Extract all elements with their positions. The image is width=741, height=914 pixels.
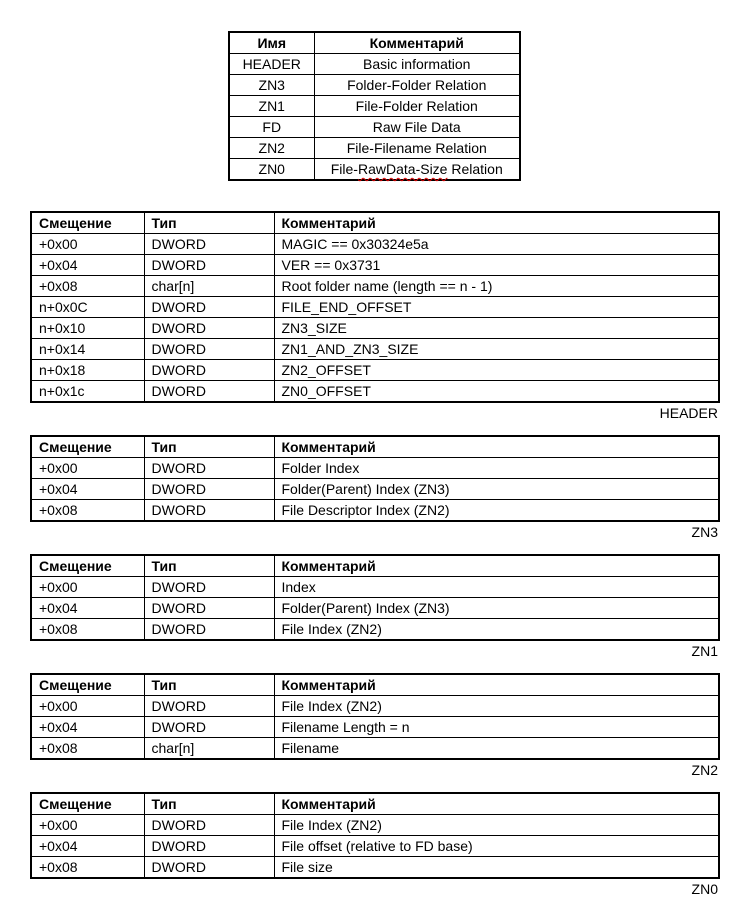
table-cell: File-RawData-Size Relation (314, 159, 520, 181)
table-caption-header: HEADER (659, 405, 718, 421)
table-header-row (31, 436, 719, 458)
table-row (31, 696, 719, 717)
table-cell: ZN2 (229, 138, 314, 159)
column-header: Комментарий (274, 793, 719, 815)
table-cell: DWORD (144, 857, 274, 879)
column-header: Комментарий (274, 674, 719, 696)
table-caption-zn2: ZN2 (691, 762, 718, 778)
table-row (229, 54, 520, 75)
table-cell: Filename (274, 738, 719, 760)
table-cell: Raw File Data (314, 117, 520, 138)
table-cell: Index (274, 577, 719, 598)
table-cell: Folder Index (274, 458, 719, 479)
table-row (31, 598, 719, 619)
table-cell: DWORD (144, 619, 274, 641)
table-row (229, 138, 520, 159)
table-cell: File Index (ZN2) (274, 696, 719, 717)
table-cell: DWORD (144, 577, 274, 598)
table-header-row (31, 212, 719, 234)
table-cell: DWORD (144, 255, 274, 276)
table-cell: +0x00 (31, 577, 144, 598)
struct-section-header (30, 211, 718, 421)
table-cell: ZN3_SIZE (274, 318, 719, 339)
table-cell: n+0x10 (31, 318, 144, 339)
table-cell: DWORD (144, 500, 274, 522)
table-cell: HEADER (229, 54, 314, 75)
table-cell: DWORD (144, 836, 274, 857)
table-row (31, 836, 719, 857)
table-caption-zn0: ZN0 (691, 881, 718, 897)
table-cell: FILE_END_OFFSET (274, 297, 719, 318)
table-row (31, 500, 719, 522)
column-header: Тип (144, 674, 274, 696)
table-row (31, 619, 719, 641)
table-caption-zn1: ZN1 (691, 643, 718, 659)
table-cell: File Index (ZN2) (274, 619, 719, 641)
table-cell: Root folder name (length == n - 1) (274, 276, 719, 297)
table-cell: File size (274, 857, 719, 879)
table-cell: FD (229, 117, 314, 138)
struct-section-zn2 (30, 673, 718, 778)
table-cell: char[n] (144, 738, 274, 760)
table-cell: n+0x14 (31, 339, 144, 360)
table-row (31, 857, 719, 879)
zn3-struct-table (30, 435, 720, 522)
table-header-row (31, 674, 719, 696)
zn2-struct-table (30, 673, 720, 760)
table-cell: DWORD (144, 717, 274, 738)
zn1-struct-table (30, 554, 720, 641)
table-cell: +0x08 (31, 500, 144, 522)
table-row (31, 297, 719, 318)
column-header: Комментарий (274, 436, 719, 458)
table-row (229, 75, 520, 96)
table-cell: ZN0_OFFSET (274, 381, 719, 403)
table-cell: +0x08 (31, 276, 144, 297)
table-cell: n+0x18 (31, 360, 144, 381)
column-header: Тип (144, 212, 274, 234)
table-row (31, 479, 719, 500)
table-cell: File-Filename Relation (314, 138, 520, 159)
table-cell: MAGIC == 0x30324e5a (274, 234, 719, 255)
table-row (31, 381, 719, 403)
table-cell: +0x00 (31, 234, 144, 255)
table-row (31, 360, 719, 381)
table-row (31, 234, 719, 255)
table-cell: DWORD (144, 458, 274, 479)
table-cell: Basic information (314, 54, 520, 75)
table-cell: DWORD (144, 815, 274, 836)
column-header: Тип (144, 555, 274, 577)
table-cell: Folder(Parent) Index (ZN3) (274, 479, 719, 500)
table-cell: +0x04 (31, 717, 144, 738)
table-cell: DWORD (144, 598, 274, 619)
table-cell: DWORD (144, 381, 274, 403)
table-cell: DWORD (144, 479, 274, 500)
table-row (31, 339, 719, 360)
table-cell: Folder-Folder Relation (314, 75, 520, 96)
table-caption-zn3: ZN3 (691, 524, 718, 540)
column-header: Тип (144, 436, 274, 458)
header-struct-table (30, 211, 720, 403)
table-cell: File Index (ZN2) (274, 815, 719, 836)
column-header: Комментарий (274, 212, 719, 234)
table-row (31, 276, 719, 297)
table-cell: File-Folder Relation (314, 96, 520, 117)
table-row (31, 458, 719, 479)
table-cell: +0x00 (31, 458, 144, 479)
table-row (229, 159, 520, 181)
column-header: Смещение (31, 793, 144, 815)
table-cell: +0x08 (31, 857, 144, 879)
table-cell: char[n] (144, 276, 274, 297)
table-cell: +0x04 (31, 598, 144, 619)
table-cell: VER == 0x3731 (274, 255, 719, 276)
table-cell: ZN1 (229, 96, 314, 117)
sections-summary-table (228, 31, 521, 181)
table-cell: DWORD (144, 234, 274, 255)
column-header: Тип (144, 793, 274, 815)
spellcheck-underline: RawData-Size (357, 161, 448, 177)
table-row (31, 577, 719, 598)
table-row (31, 318, 719, 339)
table-cell: +0x04 (31, 479, 144, 500)
column-header: Смещение (31, 212, 144, 234)
column-header: Смещение (31, 436, 144, 458)
struct-sections (30, 211, 718, 897)
table-row (229, 117, 520, 138)
struct-section-zn0 (30, 792, 718, 897)
column-header: Смещение (31, 555, 144, 577)
table-cell: DWORD (144, 339, 274, 360)
table-cell: DWORD (144, 297, 274, 318)
struct-section-zn3 (30, 435, 718, 540)
table-cell: ZN3 (229, 75, 314, 96)
table-cell: +0x00 (31, 696, 144, 717)
column-header: Смещение (31, 674, 144, 696)
table-cell: +0x08 (31, 738, 144, 760)
table-row (31, 815, 719, 836)
table-cell: DWORD (144, 318, 274, 339)
table-cell: ZN2_OFFSET (274, 360, 719, 381)
document-page (0, 31, 741, 914)
table-cell: +0x00 (31, 815, 144, 836)
table-cell: File Descriptor Index (ZN2) (274, 500, 719, 522)
table-header-row (31, 555, 719, 577)
table-cell: n+0x0C (31, 297, 144, 318)
table-cell: +0x04 (31, 255, 144, 276)
column-header: Комментарий (274, 555, 719, 577)
table-header-row (229, 32, 520, 54)
table-row (31, 255, 719, 276)
table-cell: DWORD (144, 360, 274, 381)
struct-section-zn1 (30, 554, 718, 659)
table-cell: Folder(Parent) Index (ZN3) (274, 598, 719, 619)
table-header-row (31, 793, 719, 815)
table-cell: n+0x1c (31, 381, 144, 403)
table-cell: File offset (relative to FD base) (274, 836, 719, 857)
table-cell: ZN1_AND_ZN3_SIZE (274, 339, 719, 360)
table-cell: DWORD (144, 696, 274, 717)
table-row (31, 738, 719, 760)
table-cell: Filename Length = n (274, 717, 719, 738)
table-row (31, 717, 719, 738)
column-header: Имя (229, 32, 314, 54)
column-header: Комментарий (314, 32, 520, 54)
table-cell: ZN0 (229, 159, 314, 181)
table-row (229, 96, 520, 117)
zn0-struct-table (30, 792, 720, 879)
table-cell: +0x04 (31, 836, 144, 857)
table-cell: +0x08 (31, 619, 144, 641)
